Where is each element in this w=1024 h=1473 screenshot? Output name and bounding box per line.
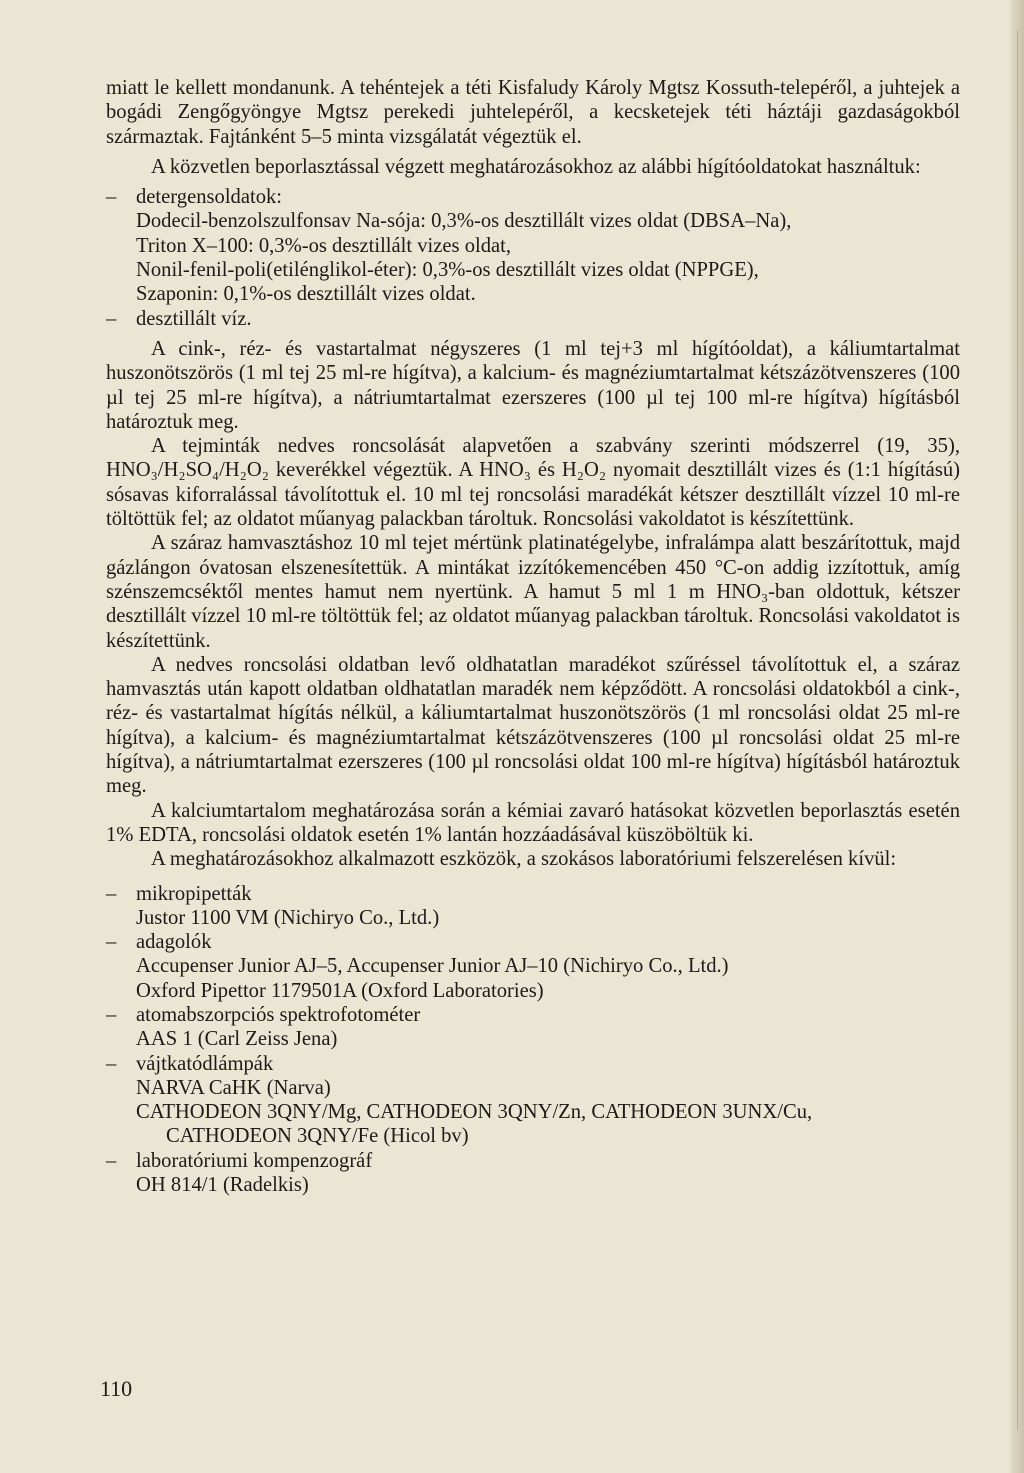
list-item-line: Triton X–100: 0,3%-os desztillált vizes oldat, — [136, 234, 512, 257]
list-item — [106, 307, 960, 331]
list-item-line: Nonil-fenil-poli(etilénglikol-éter): 0,3%-os desztillált vizes oldat (NPPGE), — [136, 259, 759, 282]
paragraph-3: A cink-, réz- és vastartalmat négyszeres (1 ml tej+3 ml hígítóoldat), a káliumtartalmat huszonötszörös (1 ml tej 25 ml-re hígítva), a kalcium- és magnéziumtartalmat kétszázötvenszeres (100 µl tej 25 ml-re hígítva), a nátriumtartalmat ezerszeres (100 µl tej 100 ml-re hígítva) hígításból határoztuk meg. — [106, 337, 960, 433]
list-dash: – — [106, 882, 117, 905]
list-dash: – — [106, 931, 117, 954]
page-number: 110 — [100, 1376, 133, 1401]
paragraph-5: A száraz hamvasztáshoz 10 ml tejet mértünk platinatégelybe, infralámpa alatt beszárítottuk, majd gázlángon óvatosan elszenesítettük. A mintákat izzítókemencében 450 °C-on addig izzítottuk, amíg szénszemcséktől mentes hamut nem nyertünk. A hamut 5 ml 1 m HNO₃-ban oldottuk, kétszer desztillált vízzel 10 ml-re töltöttük fel; az oldatot műanyag palackban tároltuk. Roncsolási vakoldatot is készítettünk. — [106, 532, 960, 652]
list-item — [106, 1149, 960, 1198]
list-item-continuation: CATHODEON 3QNY/Fe (Hicol bv) — [166, 1125, 469, 1148]
body-text — [106, 76, 960, 1197]
paragraph-2: A közvetlen beporlasztással végzett meghatározásokhoz az alábbi hígítóoldatokat használtuk: — [151, 155, 921, 178]
page-edge-line — [1017, 30, 1018, 1430]
list-item-label: vájtkatódlámpák — [136, 1052, 274, 1075]
list-item-label: detergensoldatok: — [136, 186, 283, 209]
list-item-line: OH 814/1 (Radelkis) — [136, 1174, 309, 1197]
list-dash: – — [106, 307, 117, 330]
list-item — [106, 1052, 960, 1149]
list-dash: – — [106, 1003, 117, 1026]
list-dash: – — [106, 1052, 117, 1075]
dilution-list — [106, 185, 960, 331]
list-item-line: Justor 1100 VM (Nichiryo Co., Ltd.) — [136, 906, 440, 929]
list-item-line: Accupenser Junior AJ–5, Accupenser Junior AJ–10 (Nichiryo Co., Ltd.) — [136, 955, 729, 978]
list-dash: – — [106, 186, 117, 209]
list-item-line: AAS 1 (Carl Zeiss Jena) — [136, 1028, 338, 1051]
list-item-label: adagolók — [136, 931, 212, 954]
paragraph-7: A kalciumtartalom meghatározása során a kémiai zavaró hatásokat közvetlen beporlasztás esetén 1% EDTA, roncsolási oldatok esetén 1% lantán hozzáadásával küszöböltük ki. — [106, 799, 960, 846]
paragraph-8: A meghatározásokhoz alkalmazott eszközök, a szokásos laboratóriumi felszerelésen kívül: — [151, 848, 897, 871]
list-item-label: atomabszorpciós spektrofotométer — [136, 1003, 421, 1026]
list-item-line: NARVA CaHK (Narva) — [136, 1076, 331, 1099]
list-item-line: Oxford Pipettor 1179501A (Oxford Laboratories) — [136, 979, 544, 1002]
list-item — [106, 1003, 960, 1052]
list-item-line: Szaponin: 0,1%-os desztillált vizes oldat. — [136, 283, 476, 306]
list-item-line: Dodecil-benzolszulfonsav Na-sója: 0,3%-os desztillált vizes oldat (DBSA–Na), — [136, 210, 792, 233]
list-item-label: mikropipetták — [136, 882, 252, 905]
list-item — [106, 930, 960, 1003]
paragraph-4: A tejminták nedves roncsolását alapvetően a szabvány szerinti módszerrel (19, 35), HNO₃/H₂SO₄/H₂O₂ keverékkel végeztük. A HNO₃ és H₂O₂ nyomait desztillált vizes és (1:1 hígítású) sósavas kiforralással távolítottuk el. 10 ml tej roncsolási maradékát kétszer desztillált vízzel 10 ml-re töltöttük fel; az oldatot műanyag palackban tároltuk. Roncsolási vakoldatot is készítettünk. — [106, 435, 960, 531]
list-item-line: CATHODEON 3QNY/Mg, CATHODEON 3QNY/Zn, CATHODEON 3UNX/Cu, — [136, 1101, 813, 1124]
paragraph-6: A nedves roncsolási oldatban levő oldhatatlan maradékot szűréssel távolítottuk el, a száraz hamvasztás után kapott oldatban oldhatatlan maradék nem képződött. A roncsolási oldatokból a cink-, réz- és vastartalmat hígítás nélkül, a káliumtartalmat huszonötszörös (1 ml roncsolási oldat 25 ml-re hígítva), a kalcium- és magnéziumtartalmat kétszázötvenszeres (100 µl roncsolási oldat 25 ml-re hígítva), a nátriumtartalmat ezerszeres (100 µl roncsolási oldat 100 ml-re hígítva) hígításból határoztuk meg. — [106, 653, 960, 798]
paragraph-1: miatt le kellett mondanunk. A tehéntejek a téti Kisfaludy Károly Mgtsz Kossuth-telepéről, a juhtejek a bogádi Zengőgyöngye Mgtsz perekedi juhtelepéről, a kecsketejek téti háztáji gazdaságokból származtak. Fajtánként 5–5 minta vizsgálatát végeztük el. — [106, 77, 960, 148]
list-item-label: laboratóriumi kompenzográf — [136, 1149, 373, 1172]
list-item — [106, 185, 960, 306]
list-item — [106, 882, 960, 931]
list-item-label: desztillált víz. — [136, 307, 252, 330]
equipment-list — [106, 882, 960, 1198]
list-dash: – — [106, 1149, 117, 1172]
